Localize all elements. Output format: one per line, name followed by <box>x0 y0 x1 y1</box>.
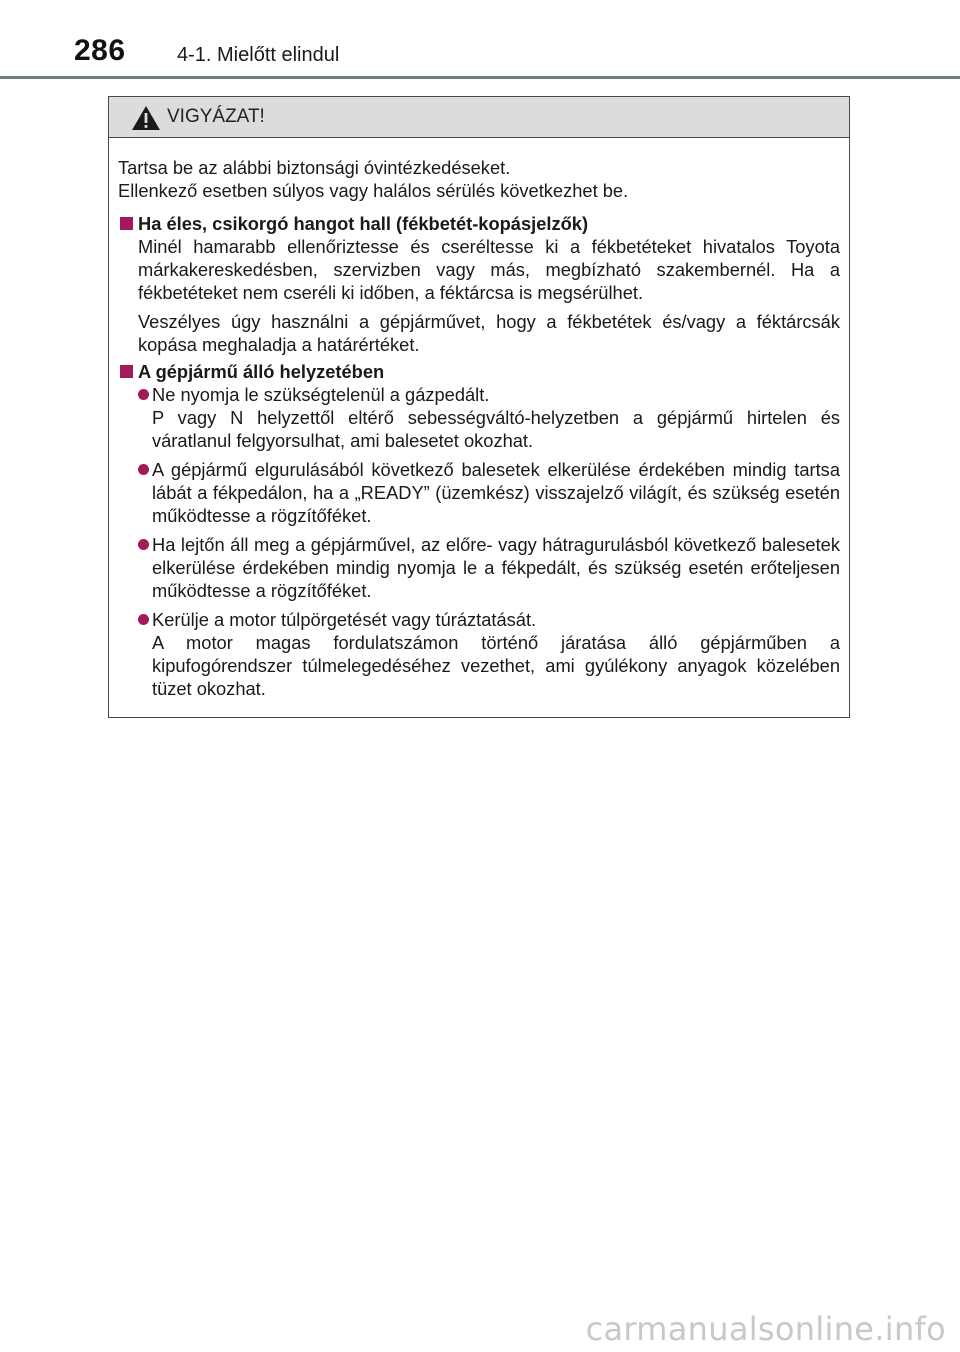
intro-line: Ellenkező esetben súlyos vagy halálos sérülés következhet be. <box>118 180 629 201</box>
round-bullet-icon <box>138 464 149 475</box>
section-heading-text: Ha éles, csikorgó hangot hall (fékbetét-kopásjelzők) <box>138 213 589 234</box>
section-heading <box>118 212 840 235</box>
warning-title: VIGYÁZAT! <box>167 106 265 127</box>
section-title: 4-1. Mielőtt elindul <box>177 44 340 66</box>
header-rule <box>0 76 960 79</box>
section-brake-pads <box>118 212 840 356</box>
section-stationary <box>118 360 840 700</box>
warning-body <box>109 138 849 700</box>
list-item-text: Ha lejtőn áll meg a gépjárművel, az előre- vagy hátragurulásból következő balesetek elkerülése érdekében mindig nyomja le a fékpedált, és szükség esetén erőteljesen működtesse a rögzítőféket. <box>152 534 840 601</box>
warning-triangle-icon <box>131 105 161 131</box>
list-item-text: Ne nyomja le szükségtelenül a gázpedált. <box>152 384 490 405</box>
round-bullet-icon <box>138 539 149 550</box>
warning-box <box>108 96 850 718</box>
section-heading-text: A gépjármű álló helyzetében <box>138 361 385 382</box>
section-heading <box>118 360 840 383</box>
list-item <box>118 383 840 452</box>
list-item <box>118 458 840 527</box>
list-item-text: A gépjármű elgurulásából következő balesetek elkerülése érdekében mindig tartsa lábát a fékpedálon, ha a „READY” (üzemkész) visszajelző világít, és szükség esetén működtesse a rögzítőféket. <box>152 459 840 526</box>
round-bullet-icon <box>138 389 149 400</box>
round-bullet-icon <box>138 614 149 625</box>
paragraph: Minél hamarabb ellenőriztesse és cseréltesse ki a fékbetéteket hivatalos Toyota márkakereskedésben, szervizben vagy más, megbízható szakembernél. Ha a fékbetéteket nem cseréli ki időben, a féktárcsa is megsérülhet. <box>138 236 840 303</box>
warning-header <box>109 97 849 138</box>
warning-intro <box>118 156 840 202</box>
intro-line: Tartsa be az alábbi biztonsági óvintézkedéseket. <box>118 157 511 178</box>
list-item <box>118 533 840 602</box>
paragraph: Veszélyes úgy használni a gépjárművet, hogy a fékbetétek és/vagy a féktárcsák kopása meghaladja a határértéket. <box>138 311 840 355</box>
list-item-text: P vagy N helyzettől eltérő sebességváltó-helyzetben a gépjármű hirtelen és váratlanul felgyorsulhat, ami balesetet okozhat. <box>152 407 840 451</box>
page-number: 286 <box>74 34 126 67</box>
list-item-text: Kerülje a motor túlpörgetését vagy túráztatását. <box>152 609 537 630</box>
list-item <box>118 608 840 700</box>
square-bullet-icon <box>120 217 133 230</box>
square-bullet-icon <box>120 365 133 378</box>
list-item-text: A motor magas fordulatszámon történő járatása álló gépjárműben a kipufogórendszer túlmelegedéséhez vezethet, ami gyúlékony anyagok közelében tüzet okozhat. <box>152 632 840 699</box>
watermark: carmanualsonline.info <box>585 1310 946 1348</box>
